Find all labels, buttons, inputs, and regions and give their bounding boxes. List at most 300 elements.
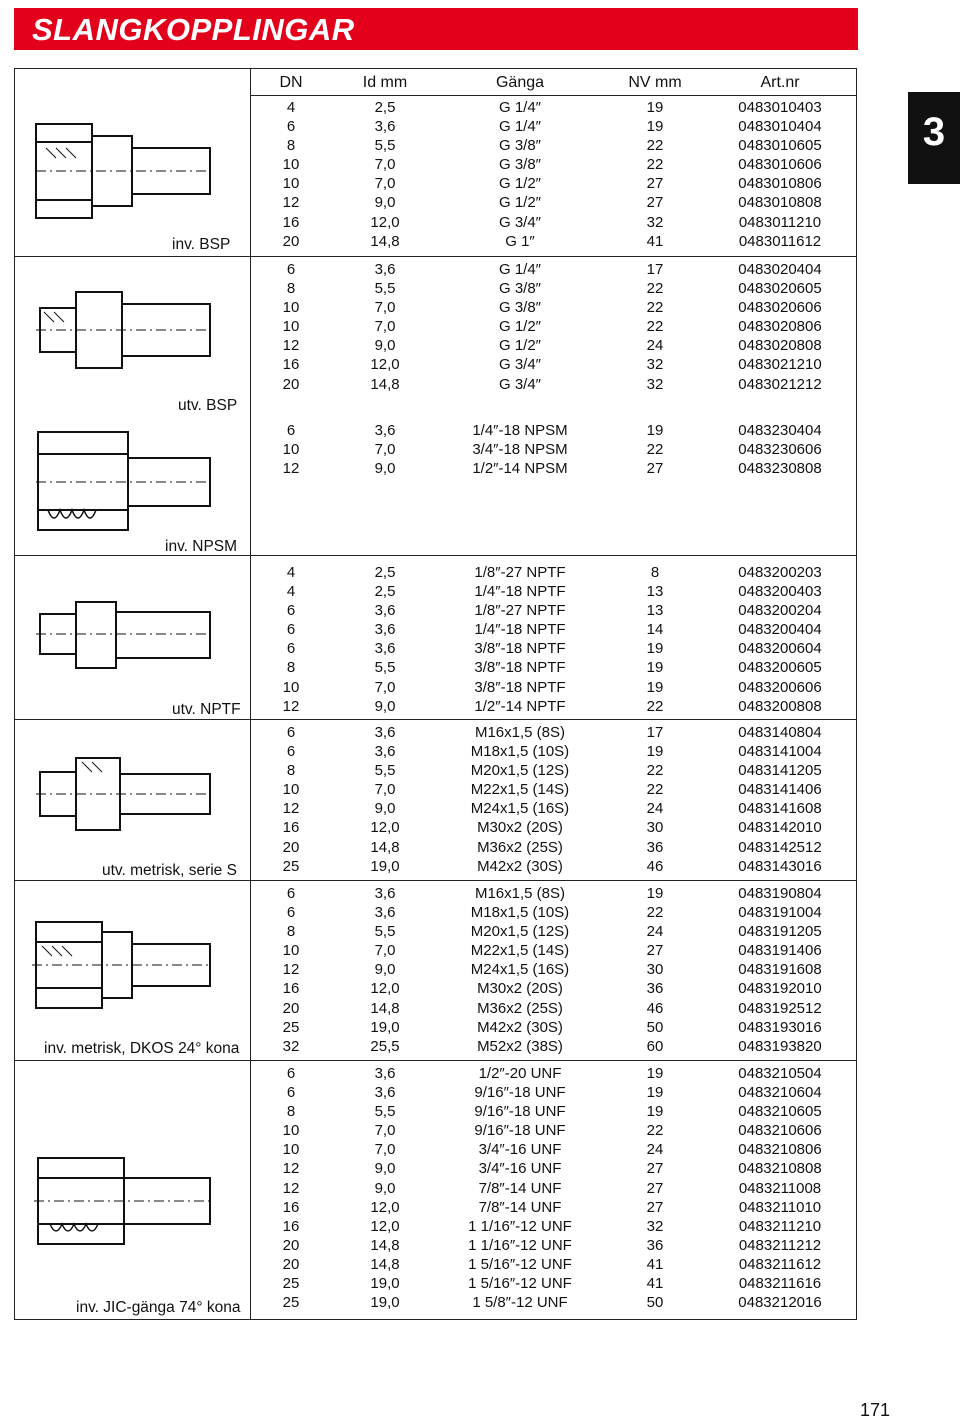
cell-dn: 6 [286, 621, 296, 639]
cell-id: 7,0 [374, 175, 396, 193]
cell-dn: 20 [282, 375, 300, 393]
cell-id: 14,8 [370, 999, 400, 1017]
table-row [250, 620, 857, 639]
table-row [250, 761, 857, 780]
cell-thread: G 1/4″ [499, 118, 541, 136]
cell-id: 9,0 [374, 800, 396, 818]
cell-thread: 1/2″-14 NPSM [472, 460, 568, 478]
cell-art: 0483021212 [738, 375, 822, 393]
cell-art: 0483192512 [738, 999, 822, 1017]
fitting-drawing-inv-bsp [26, 102, 216, 232]
cell-dn: 25 [282, 1294, 300, 1312]
cell-dn: 20 [282, 1255, 300, 1273]
cell-dn: 12 [282, 697, 300, 715]
table-row [250, 780, 857, 799]
cell-nv: 24 [646, 923, 664, 941]
cell-id: 9,0 [374, 194, 396, 212]
table-row [250, 232, 857, 251]
cell-dn: 8 [286, 659, 296, 677]
cell-dn: 6 [286, 422, 296, 439]
cell-nv: 36 [646, 838, 664, 856]
cell-nv: 19 [646, 1103, 664, 1121]
table-row [250, 979, 857, 998]
table-row [250, 1018, 857, 1037]
cell-nv: 19 [646, 885, 664, 902]
cell-dn: 20 [282, 838, 300, 856]
title-bar [14, 8, 858, 50]
cell-art: 0483191406 [738, 942, 822, 960]
cell-dn: 6 [286, 724, 296, 741]
cell-dn: 25 [282, 857, 300, 875]
cell-id: 12,0 [370, 980, 400, 998]
table-row [250, 563, 857, 582]
cell-thread: M42x2 (30S) [477, 1018, 563, 1036]
cell-id: 9,0 [374, 1160, 396, 1178]
table-row [250, 421, 857, 440]
cell-dn: 6 [286, 640, 296, 658]
table-row [250, 1140, 857, 1159]
cell-dn: 4 [286, 564, 296, 581]
cell-thread: G 3/4″ [499, 213, 541, 231]
cell-nv: 22 [646, 762, 664, 780]
cell-nv: 13 [646, 602, 664, 620]
cell-art: 0483191608 [738, 961, 822, 979]
fitting-drawing-utv-metrisk [26, 742, 216, 852]
group-separator [15, 880, 856, 881]
cell-id: 2,5 [374, 99, 396, 116]
cell-nv: 22 [646, 1122, 664, 1140]
cell-nv: 19 [646, 1084, 664, 1102]
cell-art: 0483211612 [738, 1255, 822, 1273]
table-row [250, 1179, 857, 1198]
table-row [250, 1293, 857, 1312]
cell-nv: 19 [646, 99, 664, 116]
cell-nv: 32 [646, 375, 664, 393]
cell-id: 3,6 [374, 885, 396, 902]
cell-nv: 27 [646, 175, 664, 193]
table-row [250, 922, 857, 941]
cell-id: 14,8 [370, 1236, 400, 1254]
cell-art: 0483211210 [738, 1217, 822, 1235]
cell-nv: 32 [646, 1217, 664, 1235]
cell-thread: 7/8″-14 UNF [478, 1198, 562, 1216]
table-row [250, 960, 857, 979]
cell-thread: G 1/2″ [499, 194, 541, 212]
cell-id: 5,5 [374, 1103, 396, 1121]
cell-thread: M16x1,5 (8S) [474, 724, 566, 741]
cell-nv: 24 [646, 800, 664, 818]
cell-nv: 22 [646, 156, 664, 174]
cell-thread: 7/8″-14 UNF [478, 1179, 562, 1197]
cell-art: 0483200404 [738, 621, 822, 639]
cell-id: 12,0 [370, 1217, 400, 1235]
cell-art: 0483142512 [738, 838, 822, 856]
cell-art: 0483210604 [738, 1084, 822, 1102]
table-row [250, 1121, 857, 1140]
cell-dn: 25 [282, 1018, 300, 1036]
group-separator [15, 256, 856, 257]
cell-thread: 3/4″-16 UNF [478, 1160, 562, 1178]
cell-thread: 1 1/16″-12 UNF [468, 1236, 572, 1254]
group-label-utv-bsp: utv. BSP [178, 397, 238, 414]
cell-thread: M52x2 (38S) [477, 1037, 563, 1055]
cell-thread: M22x1,5 (14S) [470, 781, 570, 799]
group-label-inv-bsp: inv. BSP [172, 236, 231, 253]
cell-art: 0483230404 [738, 422, 822, 439]
cell-dn: 16 [282, 819, 300, 837]
cell-thread: M18x1,5 (10S) [470, 743, 570, 761]
cell-thread: M36x2 (25S) [477, 999, 563, 1017]
cell-thread: 1/4″-18 NPTF [474, 583, 566, 601]
cell-nv: 19 [646, 640, 664, 658]
table-row [250, 279, 857, 298]
cell-nv: 32 [646, 213, 664, 231]
cell-art: 0483010404 [738, 118, 822, 136]
cell-nv: 46 [646, 857, 664, 875]
cell-thread: 1/2″-20 UNF [478, 1065, 562, 1082]
cell-id: 7,0 [374, 156, 396, 174]
cell-dn: 20 [282, 232, 300, 250]
cell-dn: 6 [286, 261, 296, 278]
table-row [250, 818, 857, 837]
cell-dn: 10 [282, 781, 300, 799]
cell-id: 5,5 [374, 280, 396, 298]
group-label-utv-metrisk: utv. metrisk, serie S [102, 862, 237, 879]
cell-art: 0483211008 [738, 1179, 822, 1197]
cell-id: 5,5 [374, 923, 396, 941]
header-art: Art.nr [760, 74, 800, 91]
cell-art: 0483200606 [738, 678, 822, 696]
cell-dn: 12 [282, 1179, 300, 1197]
cell-dn: 10 [282, 441, 300, 459]
cell-id: 19,0 [370, 1018, 400, 1036]
fitting-drawing-inv-npsm [26, 418, 216, 538]
cell-art: 0483142010 [738, 819, 822, 837]
cell-nv: 8 [650, 564, 660, 581]
cell-id: 12,0 [370, 213, 400, 231]
cell-nv: 14 [646, 621, 664, 639]
header-dn: DN [279, 74, 303, 91]
cell-thread: 3/8″-18 NPTF [474, 678, 566, 696]
cell-thread: G 1″ [505, 232, 535, 250]
cell-art: 0483020808 [738, 337, 822, 355]
cell-thread: 1 5/8″-12 UNF [472, 1294, 568, 1312]
cell-dn: 6 [286, 885, 296, 902]
table-row [250, 1255, 857, 1274]
page-title: SLANGKOPPLINGAR [32, 12, 355, 47]
cell-dn: 10 [282, 942, 300, 960]
cell-thread: G 3/8″ [499, 299, 541, 317]
cell-id: 5,5 [374, 137, 396, 155]
cell-dn: 8 [286, 762, 296, 780]
cell-nv: 27 [646, 1160, 664, 1178]
cell-dn: 8 [286, 923, 296, 941]
table-row [250, 941, 857, 960]
cell-art: 0483141205 [738, 762, 822, 780]
cell-id: 3,6 [374, 640, 396, 658]
table-row [250, 1198, 857, 1217]
cell-art: 0483011612 [738, 232, 822, 250]
cell-dn: 12 [282, 961, 300, 979]
cell-id: 7,0 [374, 299, 396, 317]
cell-nv: 24 [646, 337, 664, 355]
table-row [250, 155, 857, 174]
header-thread: Gänga [495, 74, 545, 91]
table-row [250, 601, 857, 620]
table-row [250, 260, 857, 279]
cell-thread: 1 5/16″-12 UNF [468, 1255, 572, 1273]
cell-art: 0483230606 [738, 441, 822, 459]
cell-id: 3,6 [374, 118, 396, 136]
cell-art: 0483140804 [738, 724, 822, 741]
table-row [250, 723, 857, 742]
cell-nv: 30 [646, 961, 664, 979]
table-row [250, 999, 857, 1018]
cell-art: 0483010808 [738, 194, 822, 212]
cell-art: 0483211212 [738, 1236, 822, 1254]
cell-art: 0483191205 [738, 923, 822, 941]
cell-art: 0483193820 [738, 1037, 822, 1055]
cell-thread: 1/8″-27 NPTF [474, 564, 566, 581]
cell-nv: 50 [646, 1294, 664, 1312]
table-row [250, 1159, 857, 1178]
group-label-inv-npsm: inv. NPSM [165, 538, 238, 555]
fitting-drawing-inv-dkos [26, 906, 216, 1026]
cell-thread: M30x2 (20S) [477, 819, 563, 837]
table-row [250, 1274, 857, 1293]
table-row [250, 1236, 857, 1255]
page-number: 171 [860, 1400, 891, 1420]
cell-art: 0483010403 [738, 99, 822, 116]
cell-id: 3,6 [374, 261, 396, 278]
table-row [250, 136, 857, 155]
table-row [250, 857, 857, 876]
cell-dn: 6 [286, 904, 296, 922]
cell-id: 9,0 [374, 961, 396, 979]
cell-thread: 1/2″-14 NPTF [474, 697, 566, 715]
cell-art: 0483230808 [738, 460, 822, 478]
cell-thread: M18x1,5 (10S) [470, 904, 570, 922]
cell-id: 3,6 [374, 422, 396, 439]
cell-thread: M22x1,5 (14S) [470, 942, 570, 960]
cell-dn: 12 [282, 194, 300, 212]
table-row [250, 903, 857, 922]
cell-thread: M24x1,5 (16S) [470, 800, 570, 818]
table-row [250, 582, 857, 601]
cell-nv: 13 [646, 583, 664, 601]
cell-art: 0483010606 [738, 156, 822, 174]
table-row [250, 459, 857, 478]
table-row [250, 1217, 857, 1236]
cell-nv: 27 [646, 460, 664, 478]
cell-thread: M20x1,5 (12S) [470, 923, 570, 941]
cell-dn: 32 [282, 1037, 300, 1055]
cell-id: 5,5 [374, 659, 396, 677]
cell-nv: 46 [646, 999, 664, 1017]
table-row [250, 336, 857, 355]
header-nv: NV mm [628, 74, 682, 91]
cell-nv: 41 [646, 1275, 664, 1293]
cell-nv: 24 [646, 1141, 664, 1159]
cell-thread: 9/16″-18 UNF [474, 1103, 566, 1121]
cell-dn: 10 [282, 678, 300, 696]
cell-id: 14,8 [370, 838, 400, 856]
table-row [250, 440, 857, 459]
cell-nv: 22 [646, 137, 664, 155]
cell-thread: 1 5/16″-12 UNF [468, 1275, 572, 1293]
cell-art: 0483200808 [738, 697, 822, 715]
cell-id: 7,0 [374, 942, 396, 960]
table-row [250, 1083, 857, 1102]
cell-thread: 1/8″-27 NPTF [474, 602, 566, 620]
cell-dn: 6 [286, 602, 296, 620]
cell-art: 0483020606 [738, 299, 822, 317]
cell-dn: 10 [282, 299, 300, 317]
cell-thread: G 1/2″ [499, 175, 541, 193]
table-row [250, 1064, 857, 1083]
chapter-tab [908, 92, 960, 184]
cell-art: 0483020605 [738, 280, 822, 298]
cell-thread: G 3/4″ [499, 375, 541, 393]
cell-dn: 8 [286, 137, 296, 155]
cell-dn: 16 [282, 980, 300, 998]
cell-nv: 27 [646, 942, 664, 960]
cell-thread: M30x2 (20S) [477, 980, 563, 998]
rows-utv-nptf [250, 563, 857, 716]
cell-art: 0483193016 [738, 1018, 822, 1036]
cell-nv: 22 [646, 318, 664, 336]
cell-id: 14,8 [370, 232, 400, 250]
cell-art: 0483200604 [738, 640, 822, 658]
cell-art: 0483200605 [738, 659, 822, 677]
cell-thread: M42x2 (30S) [477, 857, 563, 875]
cell-art: 0483021210 [738, 356, 822, 374]
table-row [250, 317, 857, 336]
table-row [250, 375, 857, 394]
cell-thread: 9/16″-18 UNF [474, 1122, 566, 1140]
cell-id: 2,5 [374, 564, 396, 581]
cell-id: 7,0 [374, 678, 396, 696]
cell-nv: 22 [646, 781, 664, 799]
cell-id: 3,6 [374, 602, 396, 620]
cell-nv: 36 [646, 980, 664, 998]
cell-nv: 22 [646, 441, 664, 459]
cell-thread: 3/4″-18 NPSM [472, 441, 568, 459]
cell-thread: 3/4″-16 UNF [478, 1141, 562, 1159]
cell-dn: 25 [282, 1275, 300, 1293]
cell-dn: 12 [282, 1160, 300, 1178]
table-row [250, 213, 857, 232]
cell-id: 3,6 [374, 621, 396, 639]
cell-dn: 16 [282, 1217, 300, 1235]
group-label-inv-jic: inv. JIC-gänga 74° kona [76, 1299, 241, 1316]
cell-nv: 41 [646, 1255, 664, 1273]
rows-inv-npsm [250, 421, 857, 478]
cell-nv: 19 [646, 659, 664, 677]
cell-art: 0483210806 [738, 1141, 822, 1159]
cell-id: 12,0 [370, 1198, 400, 1216]
cell-art: 0483020404 [738, 261, 822, 278]
cell-id: 3,6 [374, 904, 396, 922]
cell-art: 0483010605 [738, 137, 822, 155]
cell-nv: 19 [646, 743, 664, 761]
fitting-drawing-utv-nptf [26, 586, 216, 686]
cell-nv: 27 [646, 1179, 664, 1197]
table-row [250, 193, 857, 212]
cell-dn: 10 [282, 156, 300, 174]
cell-art: 0483011210 [738, 213, 822, 231]
cell-dn: 12 [282, 337, 300, 355]
cell-dn: 16 [282, 1198, 300, 1216]
rows-inv-jic [250, 1064, 857, 1312]
cell-thread: M16x1,5 (8S) [474, 885, 566, 902]
group-label-inv-dkos: inv. metrisk, DKOS 24° kona [44, 1040, 240, 1057]
cell-dn: 12 [282, 800, 300, 818]
cell-id: 9,0 [374, 337, 396, 355]
cell-thread: G 1/2″ [499, 318, 541, 336]
cell-art: 0483190804 [738, 885, 822, 902]
cell-dn: 20 [282, 999, 300, 1017]
table-row [250, 117, 857, 136]
cell-id: 14,8 [370, 375, 400, 393]
fitting-drawing-utv-bsp [26, 268, 216, 388]
cell-thread: 3/8″-18 NPTF [474, 640, 566, 658]
cell-art: 0483200204 [738, 602, 822, 620]
cell-dn: 16 [282, 213, 300, 231]
cell-thread: G 3/8″ [499, 156, 541, 174]
table-row [250, 355, 857, 374]
cell-id: 7,0 [374, 781, 396, 799]
cell-dn: 6 [286, 743, 296, 761]
cell-id: 9,0 [374, 460, 396, 478]
cell-art: 0483211010 [738, 1198, 822, 1216]
cell-thread: G 1/2″ [499, 337, 541, 355]
cell-dn: 10 [282, 175, 300, 193]
cell-thread: M24x1,5 (16S) [470, 961, 570, 979]
cell-nv: 17 [646, 261, 664, 278]
cell-id: 2,5 [374, 583, 396, 601]
cell-thread: 1 1/16″-12 UNF [468, 1217, 572, 1235]
cell-art: 0483143016 [738, 857, 822, 875]
cell-id: 7,0 [374, 1141, 396, 1159]
cell-id: 19,0 [370, 857, 400, 875]
cell-dn: 10 [282, 1141, 300, 1159]
cell-nv: 41 [646, 232, 664, 250]
cell-dn: 6 [286, 118, 296, 136]
cell-nv: 19 [646, 678, 664, 696]
cell-nv: 27 [646, 1198, 664, 1216]
table-row [250, 658, 857, 677]
cell-art: 0483200203 [738, 564, 822, 581]
table-row [250, 298, 857, 317]
cell-dn: 8 [286, 280, 296, 298]
cell-dn: 4 [286, 99, 296, 116]
cell-id: 12,0 [370, 356, 400, 374]
group-separator [15, 719, 856, 720]
table-row [250, 884, 857, 903]
table-header [250, 68, 857, 96]
table-row [250, 799, 857, 818]
cell-id: 3,6 [374, 724, 396, 741]
cell-id: 7,0 [374, 318, 396, 336]
cell-id: 3,6 [374, 743, 396, 761]
cell-nv: 27 [646, 194, 664, 212]
cell-dn: 6 [286, 1065, 296, 1082]
cell-dn: 10 [282, 1122, 300, 1140]
cell-art: 0483191004 [738, 904, 822, 922]
cell-id: 9,0 [374, 1179, 396, 1197]
cell-nv: 19 [646, 422, 664, 439]
